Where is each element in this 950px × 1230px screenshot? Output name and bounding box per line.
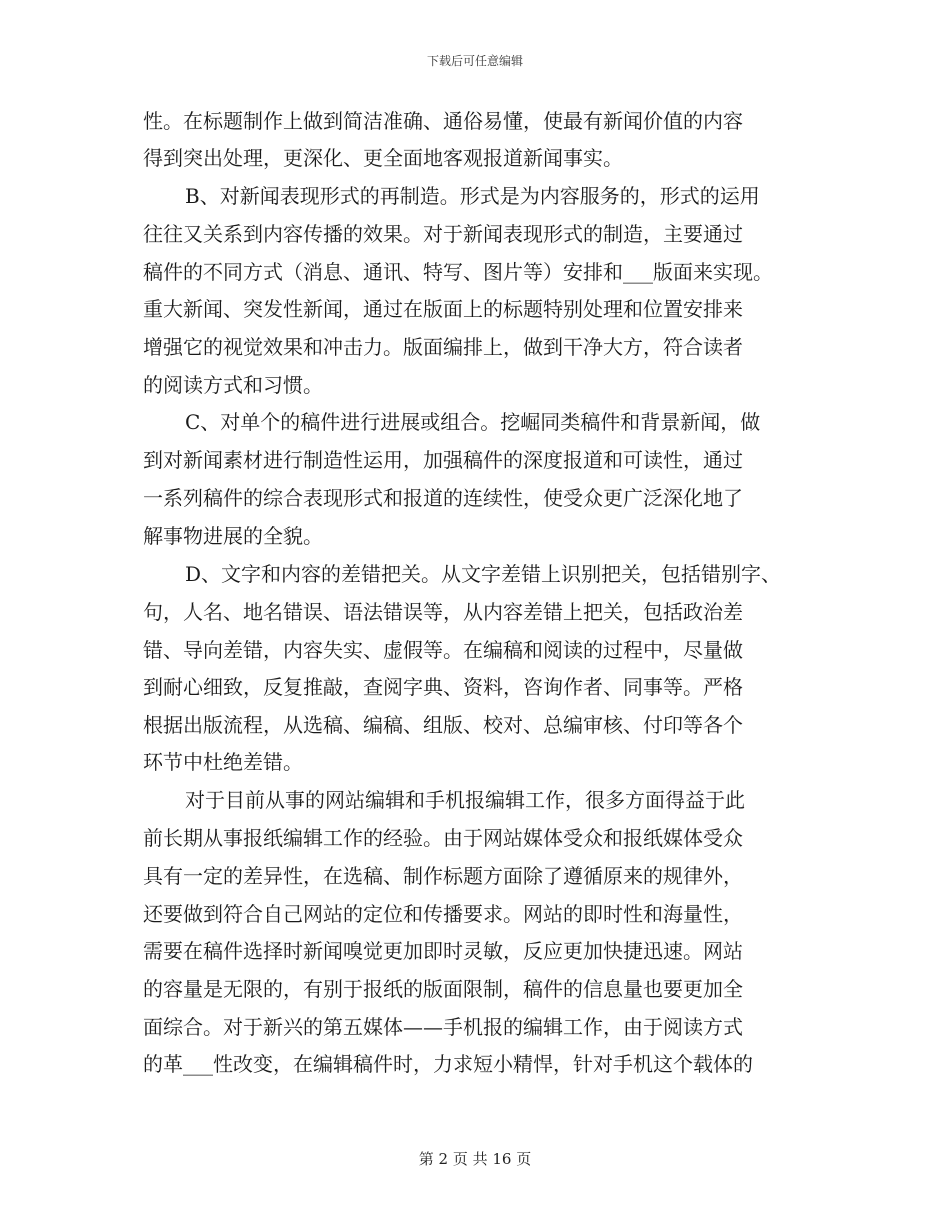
paragraph-line: 还要做到符合自己网站的定位和传播要求。网站的即时性和海量性，: [143, 902, 743, 926]
paragraph-line: 增强它的视觉效果和冲击力。版面编排上，做到干净大方，符合读者: [143, 335, 743, 359]
paragraph-line: 环节中杜绝差错。: [143, 750, 303, 774]
paragraph-line: 的阅读方式和习惯。: [143, 373, 323, 397]
paragraph-line: 得到突出处理，更深化、更全面地客观报道新闻事实。: [143, 146, 623, 170]
paragraph-line: 性。在标题制作上做到简洁准确、通俗易懂，使最有新闻价值的内容: [143, 109, 743, 133]
paragraph-line: 具有一定的差异性，在选稿、制作标题方面除了遵循原来的规律外，: [143, 864, 743, 888]
paragraph-line: 根据出版流程，从选稿、编稿、组版、校对、总编审核、付印等各个: [143, 713, 743, 737]
paragraph-line: 到耐心细致，反复推敲，查阅字典、资料，咨询作者、同事等。严格: [143, 675, 743, 699]
paragraph-line: 解事物进展的全貌。: [143, 524, 323, 548]
paragraph-line: D、文字和内容的差错把关。从文字差错上识别把关，包括错别字、: [185, 562, 782, 586]
paragraph-line: 重大新闻、突发性新闻，通过在版面上的标题特别处理和位置安排来: [143, 297, 743, 321]
page-header: 下载后可任意编辑: [426, 54, 523, 68]
paragraph-line: 前长期从事报纸编辑工作的经验。由于网站媒体受众和报纸媒体受众: [143, 826, 743, 850]
paragraph-line: 面综合。对于新兴的第五媒体——手机报的编辑工作，由于阅读方式: [143, 1015, 743, 1039]
paragraph-line: 错、导向差错，内容失实、虚假等。在编稿和阅读的过程中，尽量做: [143, 638, 743, 662]
paragraph-line: 的革___性改变，在编辑稿件时，力求短小精悍，针对手机这个载体的: [143, 1052, 753, 1076]
paragraph-line: 到对新闻素材进行制造性运用，加强稿件的深度报道和可读性，通过: [143, 448, 743, 472]
page-number: 第 2 页 共 16 页: [418, 1150, 532, 1168]
paragraph-line: 稿件的不同方式（消息、通讯、特写、图片等）安排和___版面来实现。: [143, 260, 773, 284]
paragraph-line: 一系列稿件的综合表现形式和报道的连续性，使受众更广泛深化地了: [143, 486, 743, 510]
paragraph-line: 对于目前从事的网站编辑和手机报编辑工作，很多方面得益于此: [185, 788, 745, 812]
paragraph-line: 往往又关系到内容传播的效果。对于新闻表现形式的制造，主要通过: [143, 222, 743, 246]
paragraph-line: 句，人名、地名错误、语法错误等，从内容差错上把关，包括政治差: [143, 600, 743, 624]
paragraph-line: 的容量是无限的，有别于报纸的版面限制，稿件的信息量也要更加全: [143, 977, 743, 1001]
paragraph-line: B、对新闻表现形式的再制造。形式是为内容服务的，形式的运用: [185, 184, 760, 208]
paragraph-line: C、对单个的稿件进行进展或组合。挖崛同类稿件和背景新闻，做: [185, 410, 761, 434]
paragraph-line: 需要在稿件选择时新闻嗅觉更加即时灵敏，反应更加快捷迅速。网站: [143, 939, 743, 963]
